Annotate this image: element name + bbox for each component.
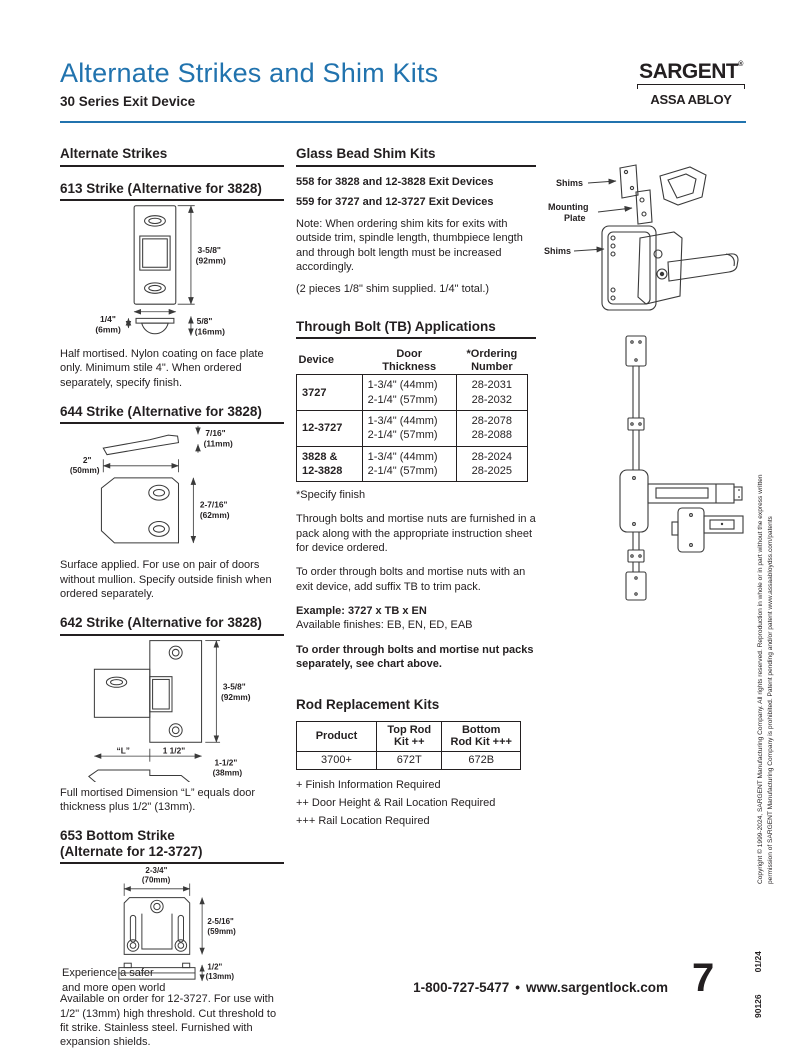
- tb-col-ordering: *Ordering Number: [466, 348, 518, 373]
- page-title: Alternate Strikes and Shim Kits: [60, 58, 439, 88]
- shim-supplied: (2 pieces 1/8" shim supplied. 1/4" total.): [296, 283, 490, 296]
- document-number-sidebar: [753, 898, 763, 1018]
- svg-text:2-7/16": 2-7/16": [199, 500, 228, 511]
- svg-text:1-1/2": 1-1/2": [214, 757, 238, 768]
- tb-thickness: 1-3/4" (44mm) 2-1/4" (57mm): [362, 375, 456, 411]
- svg-text:2": 2": [82, 455, 92, 466]
- illustration-vertical-rod-device: [540, 332, 746, 604]
- svg-text:3-5/8": 3-5/8": [222, 681, 246, 692]
- tb-order-note: To order through bolts and mortise nut packs separately, see chart above.: [296, 643, 534, 670]
- tb-device: 3727: [297, 375, 363, 411]
- tagline-line-1: Experience a safer: [62, 967, 154, 979]
- rod-footnote-1: + Finish Information Required: [296, 778, 441, 791]
- tb-thickness: 1-3/4" (44mm) 2-1/4" (57mm): [362, 446, 456, 482]
- footer-tagline: [62, 966, 165, 996]
- tb-number: 28-2031 28-2032: [456, 375, 527, 411]
- copyright-line-2: permission of SARGENT Manufacturing Company is prohibited. Patent pending and/or patent www.assaabloydss.com/patents: [766, 516, 774, 884]
- brand-logo: [636, 61, 746, 107]
- svg-text:(70mm): (70mm): [141, 876, 171, 886]
- rod-top-kit: 672T: [377, 751, 442, 769]
- svg-text:5/8": 5/8": [196, 316, 213, 327]
- copyright-line-1: Copyright © 1999-2024, SARGENT Manufacturing Company. All rights reserved. Reproduction in whole or in part without the express written: [757, 474, 764, 884]
- svg-text:(59mm): (59mm): [207, 927, 236, 937]
- right-column: [540, 150, 746, 604]
- tb-paragraph-1: Through bolts and mortise nuts are furnished in a pack along with the appropriate instruction sheet for device ordered.: [296, 513, 536, 555]
- doc-date: 01/24: [753, 951, 763, 973]
- svg-text:(13mm): (13mm): [205, 972, 235, 982]
- svg-text:(16mm): (16mm): [194, 326, 225, 337]
- rod-col-bottom: Bottom Rod Kit +++: [442, 721, 521, 751]
- illustration-shim-assembly: [540, 150, 746, 318]
- tb-header-row: [297, 347, 528, 375]
- heading-653-line2: (Alternate for 12-3727): [60, 843, 203, 859]
- footer-website: www.sargentlock.com: [525, 980, 668, 995]
- tb-footnote: *Specify finish: [296, 489, 366, 502]
- tb-example: Example: 3727 x TB x EN: [296, 604, 427, 617]
- svg-text:(92mm): (92mm): [195, 255, 226, 266]
- copyright-sidebar: [756, 442, 776, 884]
- table-row: [297, 446, 528, 482]
- svg-text:Mounting: Mounting: [548, 202, 589, 212]
- page-number: 7: [692, 956, 715, 1000]
- footer-contact: [296, 980, 668, 995]
- svg-text:1/4": 1/4": [100, 314, 116, 325]
- rod-replacement-table: [296, 721, 521, 770]
- svg-text:1 1/2": 1 1/2": [162, 745, 186, 756]
- header-divider: [60, 121, 746, 123]
- registered-mark: ®: [738, 61, 743, 68]
- tb-thickness: 1-3/4" (44mm) 2-1/4" (57mm): [362, 410, 456, 446]
- footer-phone: 1-800-727-5477: [413, 980, 510, 995]
- section-alternate-strikes: Alternate Strikes: [60, 146, 284, 167]
- rod-footnote-2: ++ Door Height & Rail Location Required: [296, 796, 496, 809]
- rod-bottom-kit: 672B: [442, 751, 521, 769]
- page-subtitle: 30 Series Exit Device: [60, 94, 196, 109]
- shim-kit-558: 558 for 3828 and 12-3828 Exit Devices: [296, 175, 494, 188]
- heading-644-strike: 644 Strike (Alternative for 3828): [60, 404, 284, 425]
- svg-text:(50mm): (50mm): [69, 465, 100, 476]
- rod-footnote-3: +++ Rail Location Required: [296, 815, 430, 828]
- desc-644-strike: Surface applied. For use on pair of doors without mullion. Specify outside finish when ordered separately.: [60, 559, 272, 601]
- svg-text:7/16": 7/16": [205, 428, 226, 439]
- rod-col-top: Top Rod Kit ++: [377, 721, 442, 751]
- svg-text:(62mm): (62mm): [199, 510, 230, 521]
- tb-number: 28-2078 28-2088: [456, 410, 527, 446]
- svg-text:Shims: Shims: [556, 178, 584, 188]
- desc-613-strike: Half mortised. Nylon coating on face plate only. Minimum stile 4". When ordered separately, specify finish.: [60, 348, 264, 389]
- tb-device: 3828 & 12-3828: [297, 446, 363, 482]
- shim-kit-559: 559 for 3727 and 12-3727 Exit Devices: [296, 195, 494, 208]
- diagram-642-strike: [60, 636, 284, 782]
- heading-642-strike: 642 Strike (Alternative for 3828): [60, 615, 284, 636]
- tb-device: 12-3727: [297, 410, 363, 446]
- diagram-644-strike: [60, 424, 284, 554]
- footer-bullet: •: [515, 980, 520, 995]
- diagram-613-strike: [60, 201, 284, 343]
- tagline-line-2: and more open world: [62, 981, 166, 994]
- tb-finishes: Available finishes: EB, EN, ED, EAB: [296, 619, 473, 632]
- heading-653-strike: [60, 828, 284, 864]
- tb-number: 28-2024 28-2025: [456, 446, 527, 482]
- assa-abloy-logo: ASSA ABLOY: [650, 92, 732, 107]
- svg-text:(6mm): (6mm): [95, 324, 121, 335]
- shim-note: Note: When ordering shim kits for exits with outside trim, spindle length, thumbpiece length and through bolt length must be increased accordingly.: [296, 218, 523, 273]
- table-row: [297, 410, 528, 446]
- svg-text:2-5/16": 2-5/16": [207, 917, 234, 927]
- rod-header-row: [297, 721, 521, 751]
- svg-text:(11mm): (11mm): [203, 438, 233, 449]
- svg-text:“L”: “L”: [116, 745, 130, 756]
- doc-number: 90126: [753, 994, 763, 1018]
- table-row: [297, 375, 528, 411]
- tb-paragraph-2: To order through bolts and mortise nuts with an exit device, add suffix TB to trim pack.: [296, 566, 526, 593]
- svg-text:Plate: Plate: [564, 213, 586, 223]
- tb-col-device: Device: [298, 354, 334, 367]
- sargent-logo: SARGENT®: [639, 60, 743, 83]
- table-row: [297, 751, 521, 769]
- svg-text:3-5/8": 3-5/8": [197, 245, 221, 256]
- heading-glass-bead-shim-kits: Glass Bead Shim Kits: [296, 146, 536, 167]
- tb-col-thickness: Door Thickness: [382, 348, 437, 373]
- heading-rod-replacement-kits: Rod Replacement Kits: [296, 697, 440, 713]
- logo-bracket-rule: [637, 84, 745, 89]
- page-header: [60, 58, 746, 109]
- svg-text:2-3/4": 2-3/4": [145, 866, 168, 876]
- through-bolt-table: [296, 347, 528, 482]
- heading-653-line1: 653 Bottom Strike: [60, 828, 175, 844]
- heading-through-bolt: Through Bolt (TB) Applications: [296, 319, 536, 340]
- svg-text:(38mm): (38mm): [212, 767, 243, 778]
- rod-col-product: Product: [297, 721, 377, 751]
- rod-product: 3700+: [297, 751, 377, 769]
- svg-text:Shims: Shims: [544, 246, 572, 256]
- left-column: [60, 146, 284, 1050]
- svg-text:(92mm): (92mm): [220, 691, 251, 702]
- heading-613-strike: 613 Strike (Alternative for 3828): [60, 181, 284, 202]
- desc-653-strike: Available on order for 12-3727. For use with 1/2" (13mm) high threshold. Cut threshold to fit strike. Stainless steel. Furnished with expansion shields.: [60, 993, 277, 1049]
- svg-text:1/2": 1/2": [207, 962, 223, 972]
- desc-642-strike: Full mortised Dimension “L” equals door thickness plus 1/2" (13mm).: [60, 786, 256, 814]
- middle-column: [296, 146, 536, 828]
